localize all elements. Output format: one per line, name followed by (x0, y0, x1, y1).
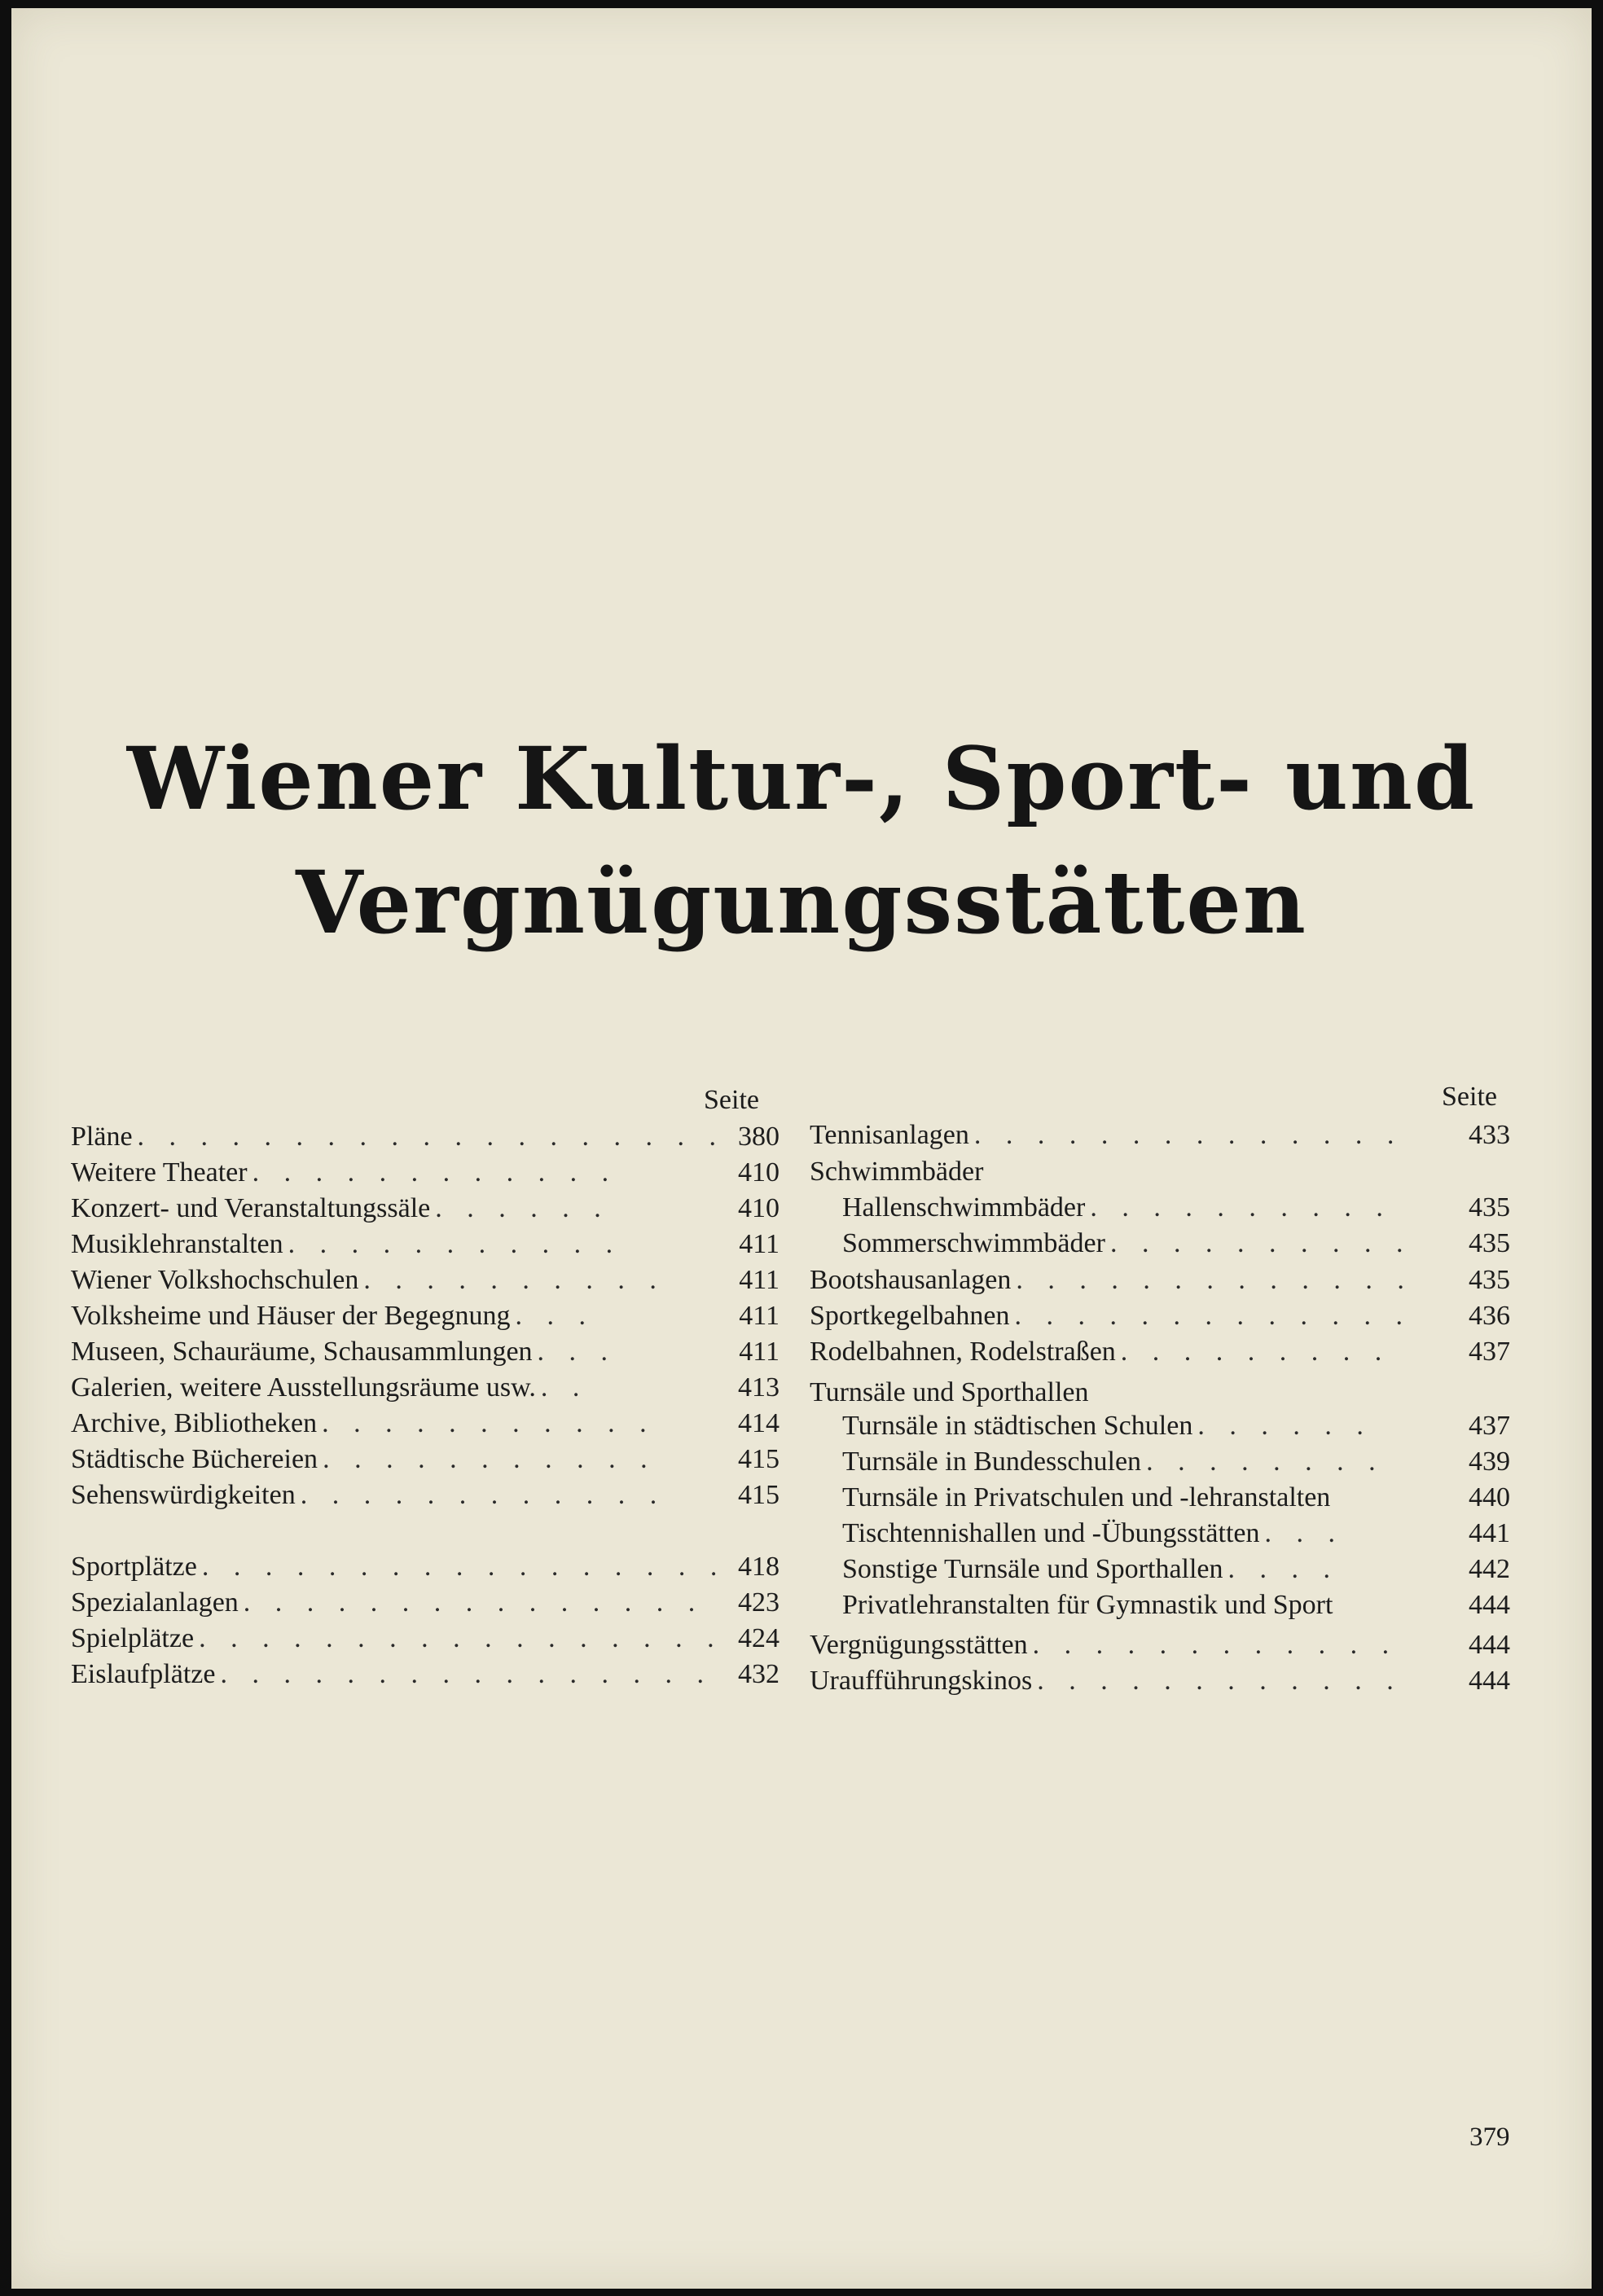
toc-leader-dots: . . . . . . . . . . . . . (1014, 1301, 1412, 1331)
toc-entry (842, 1444, 1510, 1480)
toc-leader-dots: . . . . . . . . . . . (288, 1229, 622, 1259)
toc-entry-page: 411 (739, 1229, 780, 1259)
toc-entry-page: 424 (738, 1623, 780, 1653)
toc-entry (842, 1516, 1510, 1552)
toc-entry-label: Privatlehranstalten für Gymnastik und Sport (842, 1590, 1333, 1620)
toc-leader-dots: . . . (1264, 1518, 1344, 1548)
toc-entry-label: Vergnügungsstätten (810, 1630, 1028, 1660)
toc-entry-page: 411 (739, 1265, 780, 1295)
toc-entry-label: Hallenschwimmbäder (842, 1192, 1086, 1223)
page-number: 379 (1469, 2123, 1510, 2152)
toc-leader-dots: . . . . . . . . . (1120, 1337, 1391, 1367)
toc-entry (71, 1119, 780, 1155)
toc-entry-page: 413 (738, 1372, 780, 1403)
toc-entry-label: Wiener Volkshochschulen (71, 1265, 359, 1295)
toc-leader-dots: . . . . . . . . . . (1090, 1192, 1392, 1223)
toc-entry-page: 442 (1469, 1554, 1510, 1584)
toc-entry-page: 435 (1469, 1265, 1510, 1295)
toc-entry-page: 415 (738, 1444, 780, 1474)
toc-entry (810, 1663, 1510, 1699)
toc-entry (842, 1552, 1510, 1587)
toc-entry (71, 1191, 780, 1227)
toc-leader-dots: . . . . . . . . . . . . (1032, 1630, 1399, 1660)
toc-entry-page: 380 (738, 1122, 780, 1152)
toc-entry-page: 411 (739, 1301, 780, 1331)
toc-entry (842, 1226, 1510, 1262)
toc-entry (71, 1406, 780, 1442)
toc-entry-page: 437 (1469, 1411, 1510, 1441)
toc-entry (810, 1334, 1510, 1370)
toc-entry (71, 1477, 780, 1513)
toc-entry (71, 1334, 780, 1370)
toc-entry-label: Spielplätze (71, 1623, 195, 1653)
toc-entry (842, 1190, 1510, 1226)
toc-entry (810, 1154, 1510, 1190)
page-column-header-right: Seite (1442, 1082, 1497, 1112)
toc-entry-label: Sonstige Turnsäle und Sporthallen (842, 1554, 1223, 1584)
toc-entry-page: 444 (1469, 1630, 1510, 1660)
toc-entry-page: 410 (738, 1193, 780, 1223)
toc-entry-label: Konzert- und Veranstaltungssäle (71, 1193, 431, 1223)
toc-entry (810, 1298, 1510, 1334)
toc-entry-label: Galerien, weitere Ausstellungsräume usw. (71, 1372, 536, 1403)
page-title-line-2: Vergnügungsstätten (296, 851, 1307, 953)
toc-entry-label: Sommerschwimmbäder (842, 1228, 1105, 1258)
toc-entry-label: Sportplätze (71, 1552, 197, 1582)
toc-leader-dots: . . . . . . . . . . . . . . . . . . . (137, 1122, 726, 1152)
toc-entry-page: 415 (738, 1480, 780, 1510)
toc-entry (71, 1549, 780, 1585)
toc-entry (71, 1621, 780, 1657)
toc-entry-label: Rodelbahnen, Rodelstraßen (810, 1337, 1116, 1367)
page-column-header-left: Seite (704, 1085, 759, 1115)
toc-leader-dots: . . . (537, 1337, 617, 1367)
toc-leader-dots: . . . . . . (1197, 1411, 1372, 1441)
toc-entry-label: Turnsäle in Bundesschulen (842, 1447, 1142, 1477)
toc-entry (71, 1585, 780, 1621)
toc-entry (71, 1227, 780, 1262)
document-page (11, 8, 1592, 2289)
toc-leader-dots: . . . . . . . . . . . (322, 1408, 656, 1438)
toc-leader-dots: . . . . . . . . . . . . (252, 1157, 618, 1188)
toc-leader-dots: . . . . . . . . (1146, 1447, 1385, 1477)
toc-leader-dots: . . . . . . . . . . . . . . (973, 1120, 1403, 1150)
toc-entry-page: 439 (1469, 1447, 1510, 1477)
toc-entry-page: 410 (738, 1157, 780, 1188)
toc-entry-page: 441 (1469, 1518, 1510, 1548)
toc-entry (71, 1262, 780, 1298)
toc-leader-dots: . . . . . . . . . . . . . . . . . (199, 1623, 723, 1653)
toc-leader-dots: . . . . . . . . . . . . . . . (243, 1587, 705, 1618)
toc-entry-page: 433 (1469, 1120, 1510, 1150)
toc-entry-label: Städtische Büchereien (71, 1444, 318, 1474)
toc-entry-page: 414 (738, 1408, 780, 1438)
toc-entry-label: Uraufführungskinos (810, 1666, 1033, 1696)
toc-leader-dots: . . . . . . . . . . (1109, 1228, 1412, 1258)
toc-entry (810, 1375, 1510, 1411)
toc-entry-label: Weitere Theater (71, 1157, 248, 1188)
toc-entry-label: Schwimmbäder (810, 1157, 984, 1187)
toc-entry (810, 1627, 1510, 1663)
toc-entry-label: Turnsäle in städtischen Schulen (842, 1411, 1193, 1441)
toc-entry-page: 444 (1469, 1590, 1510, 1620)
toc-entry-label: Bootshausanlagen (810, 1265, 1012, 1295)
toc-entry-label: Musiklehranstalten (71, 1229, 283, 1259)
toc-entry (810, 1262, 1510, 1298)
toc-entry-label: Sehenswürdigkeiten (71, 1480, 296, 1510)
toc-entry (810, 1117, 1510, 1153)
toc-entry-label: Archive, Bibliotheken (71, 1408, 318, 1438)
toc-leader-dots: . . . . . . (435, 1193, 610, 1223)
toc-entry-label: Eislaufplätze (71, 1659, 216, 1689)
toc-entry-page: 435 (1469, 1192, 1510, 1223)
toc-entry-label: Tischtennishallen und -Übungsstätten (842, 1518, 1260, 1548)
toc-entry (71, 1298, 780, 1334)
toc-entry (71, 1155, 780, 1191)
toc-entry-page: 437 (1469, 1337, 1510, 1367)
toc-entry-page: 411 (739, 1337, 780, 1367)
toc-leader-dots: . . . . (1228, 1554, 1340, 1584)
toc-leader-dots: . . . . . . . . . . . . . . . . (220, 1659, 713, 1689)
toc-leader-dots: . . . . . . . . . . . . . (1016, 1265, 1413, 1295)
page-title-line-1: Wiener Kultur-, Sport- und (126, 727, 1477, 829)
toc-entry-label: Museen, Schauräume, Schausammlungen (71, 1337, 533, 1367)
toc-entry (842, 1587, 1510, 1623)
toc-entry-label: Volksheime und Häuser der Begegnung (71, 1301, 511, 1331)
toc-entry-label: Tennisanlagen (810, 1120, 969, 1150)
toc-leader-dots: . . . . . . . . . . . . (1037, 1666, 1403, 1696)
toc-entry-page: 418 (738, 1552, 780, 1582)
toc-entry-label: Turnsäle und Sporthallen (810, 1377, 1089, 1407)
toc-entry (842, 1480, 1510, 1516)
toc-entry (71, 1657, 780, 1692)
toc-entry (71, 1370, 780, 1406)
toc-entry-page: 440 (1469, 1482, 1510, 1512)
toc-leader-dots: . . . . . . . . . . . . (300, 1480, 666, 1510)
toc-entry (842, 1408, 1510, 1444)
toc-entry-label: Turnsäle in Privatschulen und -lehranstalten (842, 1482, 1331, 1512)
toc-leader-dots: . . . . . . . . . . (363, 1265, 665, 1295)
toc-entry-label: Pläne (71, 1122, 133, 1152)
toc-entry-page: 435 (1469, 1228, 1510, 1258)
toc-entry-label: Spezialanlagen (71, 1587, 239, 1618)
toc-entry-label: Sportkegelbahnen (810, 1301, 1010, 1331)
toc-leader-dots: . . . . . . . . . . . (323, 1444, 657, 1474)
toc-entry-page: 432 (738, 1659, 780, 1689)
toc-entry-page: 423 (738, 1587, 780, 1618)
toc-entry-page: 436 (1469, 1301, 1510, 1331)
toc-leader-dots: . . . (515, 1301, 595, 1331)
toc-leader-dots: . . . . . . . . . . . . . . . . . (201, 1552, 727, 1582)
toc-entry (71, 1442, 780, 1477)
toc-leader-dots: . . (540, 1372, 589, 1403)
toc-entry-page: 444 (1469, 1666, 1510, 1696)
